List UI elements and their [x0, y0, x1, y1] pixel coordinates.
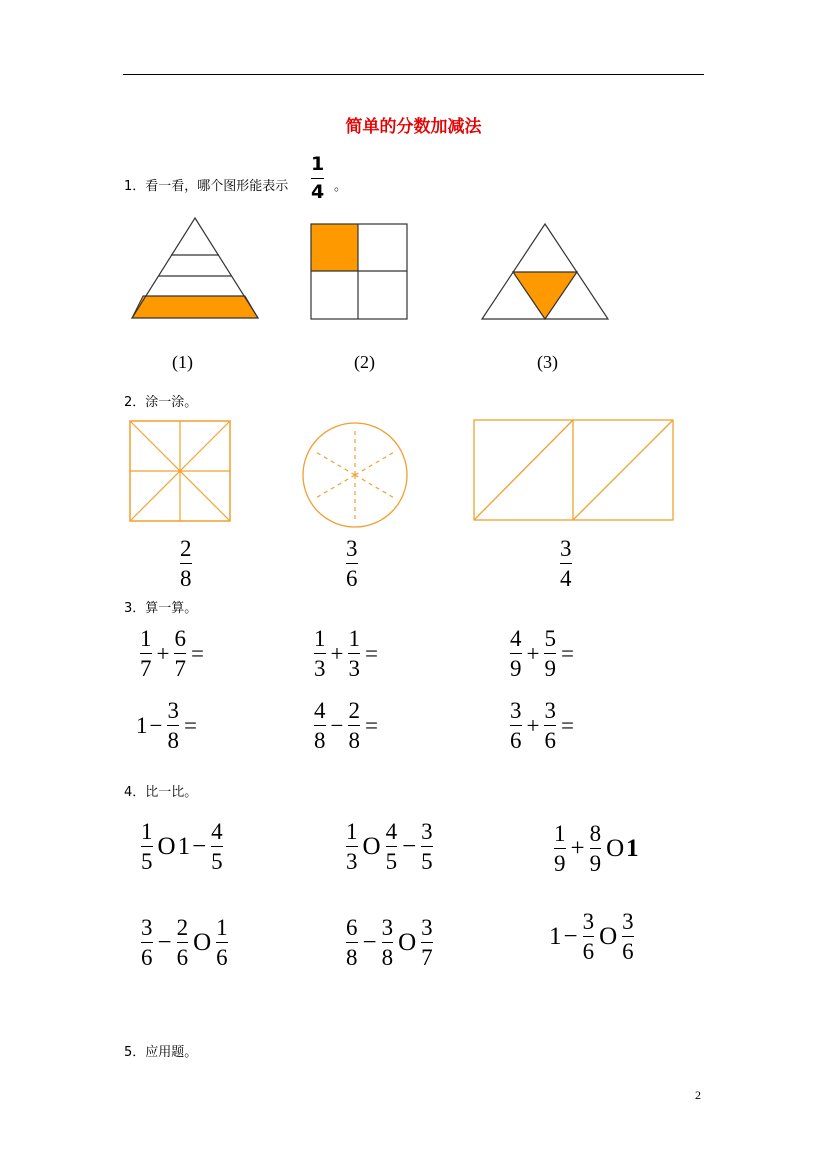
operator: −: [362, 929, 377, 956]
numerator: 2: [180, 536, 192, 561]
question-5-heading: 5．应用题。: [124, 1045, 198, 1060]
numerator: 1: [314, 626, 326, 651]
numerator: 4: [211, 819, 223, 844]
figure-3-divided-triangle[interactable]: [480, 222, 610, 321]
calc-item-5: [311, 699, 380, 752]
numerator: 1: [346, 819, 358, 844]
compare-item-6: [549, 910, 637, 963]
denominator: 8: [314, 728, 326, 753]
numerator: 6: [174, 626, 186, 651]
operator: −: [330, 713, 344, 738]
denominator: 5: [385, 849, 398, 874]
equals-sign: =: [183, 713, 197, 738]
whole-number: 1: [136, 713, 148, 738]
question-3-heading: 3．算一算。: [124, 601, 198, 616]
shaded-center-triangle: [513, 272, 577, 319]
circle-sixths-figure[interactable]: [301, 421, 409, 529]
denominator: 4: [311, 181, 325, 203]
question-1-suffix: 。: [334, 179, 348, 194]
denominator: 6: [176, 945, 189, 970]
calc-item-3: [507, 627, 576, 680]
equals-sign: =: [190, 641, 204, 666]
numerator: 1: [311, 153, 325, 175]
numerator: 3: [560, 536, 572, 561]
operator: +: [526, 641, 540, 666]
page-number: 2: [695, 1088, 701, 1102]
operator: +: [526, 713, 540, 738]
numerator: 6: [346, 915, 358, 940]
denominator: 9: [544, 656, 556, 681]
question-1-text: 1．看一看，哪个图形能表示: [124, 179, 289, 194]
denominator: 6: [346, 566, 358, 591]
numerator: 1: [140, 626, 152, 651]
denominator: 5: [141, 849, 153, 874]
whole-number: 1: [626, 835, 639, 862]
compare-item-1: [138, 820, 226, 873]
question-4-heading: 4．比一比。: [124, 785, 198, 800]
question-1: [124, 175, 288, 194]
denominator: 5: [421, 849, 433, 874]
denominator: 9: [510, 656, 522, 681]
compare-item-4: [138, 916, 231, 969]
numerator: 3: [421, 819, 433, 844]
compare-item-5: [343, 916, 436, 969]
denominator: 8: [346, 945, 358, 970]
numerator: 1: [348, 626, 360, 651]
shade-fraction-3-4: [560, 537, 572, 590]
calc-item-2: [311, 627, 380, 680]
denominator: 7: [140, 656, 152, 681]
numerator: 1: [554, 821, 566, 846]
figure-3-label: (3): [537, 352, 558, 372]
shade-fraction-3-6: [346, 537, 358, 590]
denominator: 9: [589, 851, 602, 876]
numerator: 4: [385, 819, 398, 844]
numerator: 8: [589, 821, 602, 846]
denominator: 3: [314, 656, 326, 681]
equals-sign: =: [364, 713, 378, 738]
compare-circle[interactable]: O: [362, 833, 381, 860]
compare-item-3: [551, 822, 639, 875]
figure-2-label: (2): [354, 352, 375, 372]
numerator: 4: [510, 626, 522, 651]
operator: +: [156, 641, 170, 666]
denominator: 6: [582, 939, 595, 964]
numerator: 3: [141, 915, 153, 940]
numerator: 2: [348, 698, 360, 723]
numerator: 3: [381, 915, 394, 940]
compare-circle[interactable]: O: [599, 923, 618, 950]
denominator: 8: [180, 566, 192, 591]
denominator: 6: [141, 945, 153, 970]
figure-1-label: (1): [172, 352, 193, 372]
equals-sign: =: [560, 641, 574, 666]
operator: +: [570, 835, 585, 862]
operator: −: [149, 713, 163, 738]
equals-sign: =: [364, 641, 378, 666]
compare-circle[interactable]: O: [606, 835, 625, 862]
calc-item-4: [136, 699, 199, 752]
numerator: 5: [544, 626, 556, 651]
denominator: 6: [622, 939, 634, 964]
denominator: 9: [554, 851, 566, 876]
shaded-quarter: [311, 224, 358, 271]
denominator: 3: [348, 656, 360, 681]
operator: −: [563, 923, 578, 950]
numerator: 3: [582, 909, 595, 934]
denominator: 8: [381, 945, 394, 970]
denominator: 7: [174, 656, 186, 681]
numerator: 2: [176, 915, 189, 940]
denominator: 8: [348, 728, 360, 753]
denominator: 4: [560, 566, 572, 591]
compare-circle[interactable]: O: [157, 833, 176, 860]
numerator: 3: [544, 698, 556, 723]
calc-item-1: [137, 627, 206, 680]
compare-circle[interactable]: O: [193, 929, 212, 956]
header-rule: [123, 74, 704, 75]
operator: −: [157, 929, 172, 956]
denominator: 6: [216, 945, 228, 970]
compare-circle[interactable]: O: [398, 929, 417, 956]
figure-1-striped-triangle[interactable]: [130, 216, 260, 320]
compare-item-2: [343, 820, 436, 873]
numerator: 1: [216, 915, 228, 940]
shaded-stripe: [132, 296, 258, 318]
numerator: 3: [346, 536, 358, 561]
figure-2-quartered-square[interactable]: [310, 223, 408, 320]
whole-number: 1: [549, 923, 562, 950]
square-eighths-figure[interactable]: [129, 420, 231, 522]
numerator: 1: [141, 819, 153, 844]
question-1-fraction: [311, 155, 324, 202]
page-title: 简单的分数加减法: [345, 117, 482, 137]
denominator: 8: [167, 728, 179, 753]
numerator: 3: [510, 698, 522, 723]
numerator: 3: [167, 698, 179, 723]
shade-fraction-2-8: [180, 537, 192, 590]
denominator: 5: [211, 849, 223, 874]
numerator: 3: [421, 915, 433, 940]
whole-number: 1: [177, 833, 191, 860]
numerator: 4: [314, 698, 326, 723]
denominator: 6: [510, 728, 522, 753]
operator: −: [402, 833, 417, 860]
rectangle-quarters-figure[interactable]: [473, 419, 675, 522]
question-2-heading: 2．涂一涂。: [124, 395, 198, 410]
operator: −: [192, 833, 207, 860]
equals-sign: =: [560, 713, 574, 738]
denominator: 6: [544, 728, 556, 753]
denominator: 3: [346, 849, 358, 874]
numerator: 3: [622, 909, 634, 934]
denominator: 7: [421, 945, 433, 970]
calc-item-6: [507, 699, 576, 752]
operator: +: [330, 641, 344, 666]
